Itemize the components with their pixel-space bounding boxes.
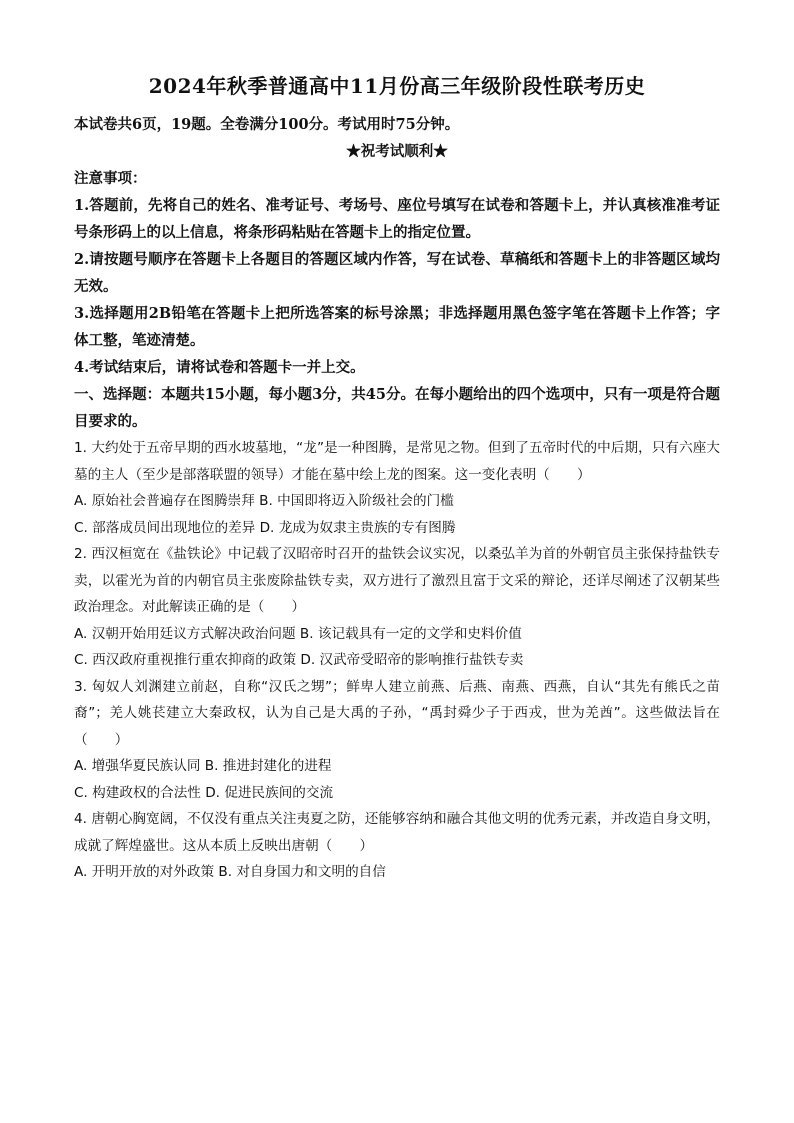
exam-title: 2024年秋季普通高中11月份高三年级阶段性联考历史 [148, 74, 646, 98]
notice-heading: 注意事项： [74, 170, 147, 187]
question-options: C. 构建政权的合法性 D. 促进民族间的交流 [74, 784, 334, 801]
question-options: A. 原始社会普遍存在图腾崇拜 B. 中国即将迈入阶级社会的门槛 [74, 493, 454, 509]
question-options: C. 部落成员间出现地位的差异 D. 龙成为奴隶主贵族的专有图腾 [74, 519, 456, 536]
question-options: A. 汉朝开始用廷议方式解决政治问题 B. 该记载具有一定的文学和史料价值 [74, 625, 522, 642]
question-options: A. 增强华夏民族认同 B. 推进封建化的进程 [74, 758, 332, 774]
question-2 [74, 541, 720, 674]
question-4 [74, 806, 720, 886]
question-stem: 3. 匈奴人刘渊建立前赵，自称“汉氏之甥”；鲜卑人建立前燕、后燕、南燕、西燕，自认“其先有熊氏之苗裔”；羌人姚苌建立大秦政权，认为自己是大禹的子孙，“禹封舜少子于西戎，世为羌酋”。这些做法旨在（ ） [74, 678, 720, 748]
question-3 [74, 674, 720, 807]
notice-item: 3.选择题用2B铅笔在答题卡上把所选答案的标号涂黑；非选择题用黑色签字笔在答题卡上作答；字体工整，笔迹清楚。 [74, 305, 720, 349]
question-1 [74, 435, 720, 541]
good-luck-line: ★祝考试顺利★ [346, 143, 448, 160]
question-options: A. 开明开放的对外政策 B. 对自身国力和文明的自信 [74, 864, 386, 880]
notice-item: 4.考试结束后，请将试卷和答题卡一并上交。 [74, 359, 365, 376]
notice-item: 2.请按题号顺序在答题卡上各题目的答题区域内作答，写在试卷、草稿纸和答题卡上的非答题区域均无效。 [74, 251, 720, 295]
question-stem: 2. 西汉桓宽在《盐铁论》中记载了汉昭帝时召开的盐铁会议实况，以桑弘羊为首的外朝官员主张保持盐铁专卖，以霍光为首的内朝官员主张废除盐铁专卖，双方进行了激烈且富于文采的辩论，还详尽阐述了汉朝某些政治理念。对此解读正确的是（ ） [74, 546, 720, 615]
question-stem: 4. 唐朝心胸宽阔，不仅没有重点关注夷夏之防，还能够容纳和融合其他文明的优秀元素，并改造自身文明，成就了辉煌盛世。这从本质上反映出唐朝（ ） [74, 811, 720, 854]
exam-intro: 本试卷共6页，19题。全卷满分100分。考试用时75分钟。 [74, 116, 460, 133]
question-stem: 1. 大约处于五帝早期的西水坡墓地，“龙”是一种图腾，是常见之物。但到了五帝时代的中后期，只有六座大墓的主人（至少是部落联盟的领导）才能在墓中绘上龙的图案。这一变化表明（ ） [74, 440, 720, 483]
notice-item: 1.答题前，先将自己的姓名、准考证号、考场号、座位号填写在试卷和答题卡上，并认真核准准考证号条形码上的以上信息，将条形码粘贴在答题卡上的指定位置。 [74, 197, 720, 241]
section-heading: 一、选择题：本题共15小题，每小题3分，共45分。在每小题给出的四个选项中，只有一项是符合题目要求的。 [74, 386, 720, 430]
question-options: C. 西汉政府重视推行重农抑商的政策 D. 汉武帝受昭帝的影响推行盐铁专卖 [74, 652, 524, 668]
